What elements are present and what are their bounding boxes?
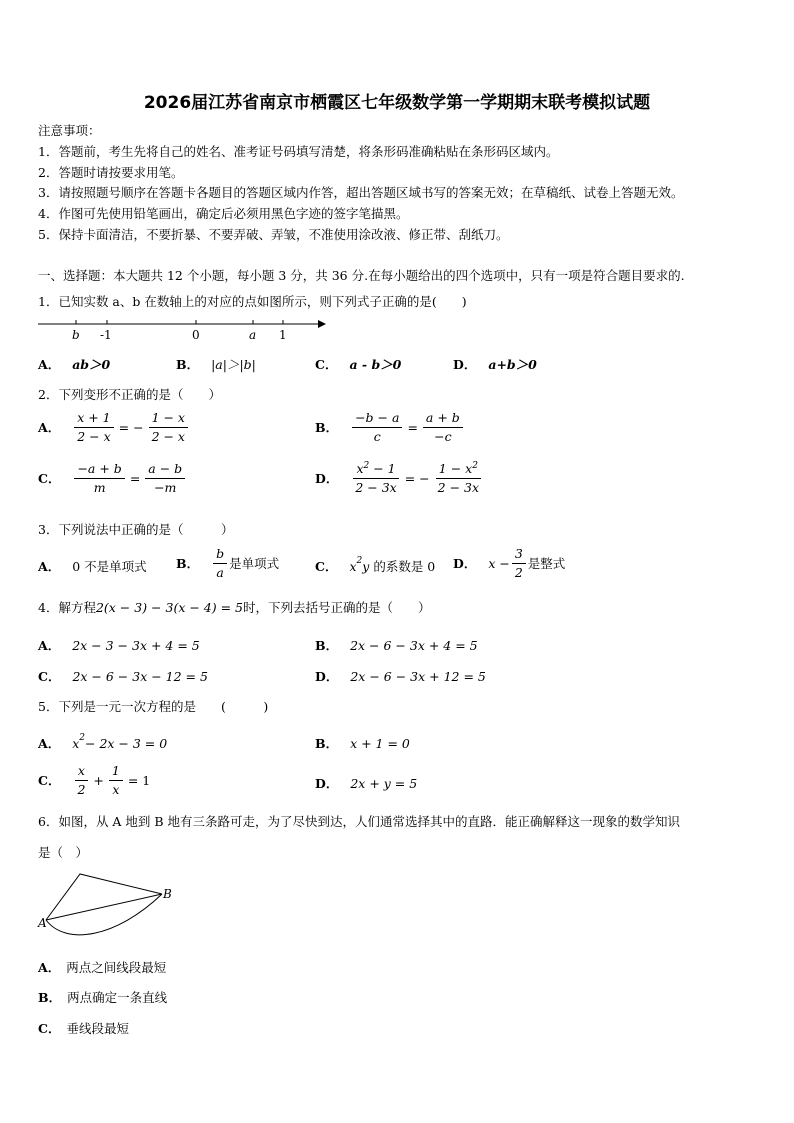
label-zero: 0 [192, 328, 200, 342]
question-2-stem: 2．下列变形不正确的是（ ） [38, 387, 221, 402]
option-label: D． [453, 357, 477, 372]
q3-option-d[interactable] [453, 546, 565, 580]
q2-option-c[interactable] [38, 461, 187, 495]
numerator: a + b [423, 410, 463, 428]
label-a: a [249, 328, 257, 342]
denominator: x [112, 781, 120, 797]
fraction [74, 461, 124, 495]
expression: = 1 [127, 772, 151, 788]
numerator [436, 461, 481, 479]
option-text: 2x − 3 − 3x + 4 = 5 [72, 637, 200, 653]
denominator: 2 − 3x [437, 480, 480, 496]
option-label: C． [38, 669, 61, 684]
number-line-figure [36, 314, 328, 344]
numerator-rest: − 1 [369, 461, 396, 476]
base: x [356, 461, 364, 476]
option-text: 两点确定一条直线 [67, 990, 168, 1005]
question-3-stem: 3．下列说法中正确的是（ ） [38, 522, 234, 537]
option-text: 2x − 6 − 3x − 12 = 5 [72, 668, 208, 684]
point-a-label: A [38, 916, 47, 930]
fraction [145, 461, 185, 495]
equals-sign: = − [118, 419, 144, 435]
option-label: C． [38, 773, 61, 789]
fraction [109, 763, 123, 797]
denominator: 2 [77, 781, 86, 797]
q2-option-b[interactable] [315, 410, 465, 444]
option-text: 的系数是 0 [373, 559, 436, 574]
denominator: −m [154, 479, 177, 495]
option-label: D． [453, 556, 477, 572]
option-text: 0 不是单项式 [72, 559, 147, 574]
denominator: −c [434, 428, 452, 444]
option-text: 是单项式 [229, 556, 280, 572]
numerator: b [213, 546, 227, 564]
numerator [353, 461, 398, 479]
fraction [213, 546, 227, 580]
option-label: A． [38, 960, 61, 975]
q3-option-a[interactable] [38, 557, 147, 575]
denominator: 2 [514, 564, 523, 580]
q5-option-a[interactable] [38, 734, 167, 752]
q1-option-c[interactable] [315, 355, 401, 373]
numerator: x + 1 [74, 410, 113, 428]
numerator: 1 − x [149, 410, 188, 428]
number-line-arrow [318, 320, 326, 328]
denominator: a [216, 564, 224, 580]
option-text: x + 1 = 0 [350, 735, 410, 751]
numerator: x [75, 763, 88, 781]
option-label: C． [38, 1021, 61, 1036]
fraction [435, 461, 482, 496]
q5-option-c[interactable] [38, 763, 153, 797]
path-diagram [36, 868, 186, 942]
fraction [149, 410, 188, 444]
q5-option-d[interactable] [315, 774, 417, 792]
q6-option-c[interactable] [38, 1019, 129, 1037]
q1-option-b[interactable] [176, 355, 256, 373]
q1-option-a[interactable] [38, 355, 110, 373]
q4-option-c[interactable] [38, 667, 208, 685]
q1-option-d[interactable] [453, 355, 537, 373]
q6-option-a[interactable] [38, 958, 166, 976]
option-text: 2x + y = 5 [350, 775, 418, 791]
option-text: 垂线段最短 [66, 1021, 129, 1036]
denominator: 2 − x [77, 428, 111, 444]
curved-path [46, 894, 162, 935]
base: x [72, 735, 80, 751]
denominator: 2 − x [151, 428, 185, 444]
option-label: D． [315, 669, 339, 684]
question-4-stem [38, 598, 431, 616]
equation: 2(x − 3) − 3(x − 4) = 5 [95, 600, 244, 615]
question-5-stem: 5．下列是一元一次方程的是 ( ) [38, 699, 269, 714]
straight-path [46, 894, 162, 920]
base: x [349, 558, 357, 574]
denominator: 2 − 3x [355, 480, 397, 496]
q6-option-b[interactable] [38, 988, 167, 1006]
notice-item: 5．保持卡面清洁，不要折暴、不要弄破、弄皱，不准使用涂改液、修正带、刮纸刀。 [38, 227, 509, 242]
fraction [352, 461, 399, 496]
exponent: 2 [356, 556, 363, 566]
numerator: −b − a [352, 410, 402, 428]
option-label: D． [315, 776, 339, 791]
fraction [74, 410, 113, 444]
notice-item: 2．答题时请按要求用笔。 [38, 165, 184, 180]
option-text: 是整式 [527, 556, 566, 572]
option-label: D． [315, 471, 339, 487]
option-text: 2x − 6 − 3x + 12 = 5 [350, 668, 486, 684]
label-one: 1 [279, 328, 287, 342]
equals-sign: = [407, 419, 418, 435]
stem-suffix: 时，下列去括号正确的是（ ） [243, 600, 431, 615]
q5-option-b[interactable] [315, 734, 410, 752]
question-1-stem: 1．已知实数 a、b 在数轴上的对应的点如图所示，则下列式子正确的是( ) [38, 294, 467, 309]
fraction [423, 410, 463, 444]
option-label: A． [38, 638, 61, 653]
q4-option-d[interactable] [315, 667, 486, 685]
option-label: A． [38, 736, 61, 751]
page-title: 2026届江苏省南京市栖霞区七年级数学第一学期期末联考模拟试题 [143, 93, 651, 113]
exponent: 2 [363, 461, 370, 471]
label-neg1: -1 [100, 328, 112, 342]
option-label: B． [38, 990, 62, 1005]
numerator: 3 [512, 546, 526, 564]
option-label: C． [315, 559, 338, 574]
variable: y [362, 558, 370, 574]
section-heading: 一、选择题：本大题共 12 个小题，每小题 3 分，共 36 分.在每小题给出的四个选项中，只有一项是符合题目要求的. [38, 268, 685, 283]
notice-item: 3．请按照题号顺序在答题卡各题目的答题区域内作答，超出答题区域书写的答案无效；在草稿纸、试卷上答题无效。 [38, 185, 684, 200]
numerator: 1 [109, 763, 123, 781]
denominator: c [373, 428, 381, 444]
stem-prefix: 4．解方程 [38, 600, 96, 615]
option-label: A． [38, 420, 61, 436]
notice-item: 4．作图可先使用铅笔画出，确定后必须用黑色字迹的签字笔描黑。 [38, 206, 409, 221]
numerator: a − b [145, 461, 185, 479]
q2-option-a[interactable] [38, 410, 190, 444]
option-label: A． [38, 357, 61, 372]
equals-sign: = [129, 470, 141, 486]
option-text: a+b＞0 [488, 357, 537, 372]
notice-item: 1．答题前，考生先将自己的姓名、准考证号码填写清楚，将条形码准确粘贴在条形码区域内。 [38, 144, 559, 159]
q4-option-b[interactable] [315, 636, 478, 654]
base: 1 − x [438, 461, 473, 476]
fraction [74, 763, 88, 797]
expression: x − [488, 555, 510, 571]
option-label: B． [315, 638, 339, 653]
point-b-label: B [163, 887, 172, 901]
exponent: 2 [472, 461, 478, 471]
fraction [352, 410, 402, 444]
denominator: m [93, 479, 106, 495]
question-6-stem-cont: 是（ ） [38, 845, 89, 860]
q3-option-c[interactable] [315, 557, 435, 575]
option-text: |a|＞|b| [211, 357, 256, 372]
q3-option-b[interactable] [176, 546, 279, 580]
option-text: 两点之间线段最短 [66, 960, 167, 975]
plus-sign: + [93, 772, 104, 788]
option-label: C． [38, 471, 61, 487]
exponent: 2 [79, 733, 85, 743]
option-text: a - b＞0 [349, 357, 402, 372]
equals-sign: = − [404, 470, 430, 486]
broken-path [46, 874, 162, 920]
fraction [512, 546, 526, 580]
q2-option-d[interactable] [315, 461, 484, 496]
numerator: −a + b [74, 461, 124, 479]
expression: − 2x − 3 = 0 [85, 735, 168, 751]
question-6-stem: 6．如图，从 A 地到 B 地有三条路可走，为了尽快到达，人们通常选择其中的直路．能正确解释这一现象的数学知识 [38, 814, 681, 829]
option-text: 2x − 6 − 3x + 4 = 5 [350, 637, 478, 653]
label-b: b [72, 328, 80, 342]
q4-option-a[interactable] [38, 636, 200, 654]
option-label: C． [315, 357, 338, 372]
option-label: B． [315, 736, 339, 751]
option-label: B． [176, 556, 200, 572]
option-label: A． [38, 559, 61, 574]
option-text: ab＞0 [72, 357, 111, 372]
notice-heading: 注意事项： [38, 123, 101, 138]
option-label: B． [315, 420, 339, 436]
option-label: B． [176, 357, 200, 372]
